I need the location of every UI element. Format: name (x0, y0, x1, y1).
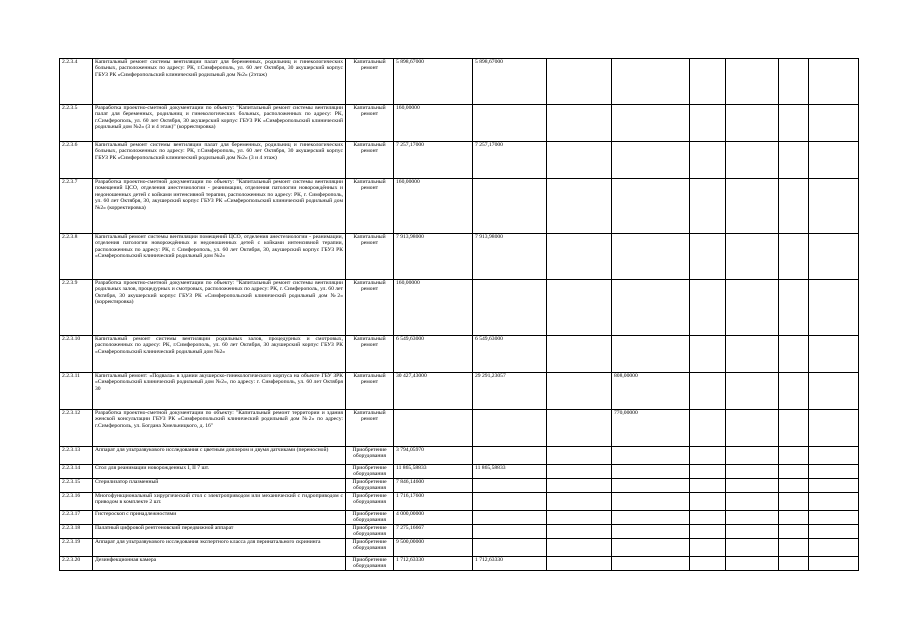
row-description: Разработка проектно-сметной документации по объекту: "Капитальный ремонт системы вентиляции палат для беременных, родильниц и гинекологических больных, расположенных по адресу: РК, г.Симферополь, ул. 60 лет Октября, 30 акушерский корпус ГБУЗ РК «Симферопольский клинический родильный дом №2» (3 и 4 этаж)" (корректировка) (93, 105, 346, 142)
row-description: Капитальный ремонт системы вентиляции родильных залов, процедурных и смотровых, расположенных по адресу: РК, г.Симферополь, ул. 60 лет Октября, 30 акушерский корпус ГБУЗ РК «Симферопольский клинический родильный дом №2» (93, 336, 346, 373)
row-value-1: 160,00000 (394, 105, 473, 142)
row-empty-cell (726, 179, 779, 234)
row-empty-cell (547, 479, 612, 493)
row-value-3 (612, 336, 690, 373)
row-number: 2.2.3.9 (60, 280, 93, 336)
row-empty-cell (690, 465, 726, 479)
row-empty-cell (809, 410, 859, 447)
row-empty-cell (726, 373, 779, 410)
row-empty-cell (690, 492, 726, 510)
row-value-1: 4 000,00000 (394, 510, 473, 524)
table-row (60, 410, 859, 447)
row-description: Палатный цифровой рентгеновский передвижной аппарат (93, 524, 346, 538)
row-value-2 (473, 447, 547, 465)
row-description: Стерилизатор плазменный (93, 479, 346, 493)
row-empty-cell (547, 465, 612, 479)
row-value-3 (612, 465, 690, 479)
row-value-2 (473, 492, 547, 510)
row-value-2 (473, 410, 547, 447)
table-row (60, 510, 859, 524)
row-description: Разработка проектно-сметной документации по объекту: "Капитальный ремонт системы вентиляции помещений ЦСО, отделения анестезиологии - реанимации, отделения патологии новорождённых и недоношенных детей с койками интенсивной терапии, расположенных по адресу: РК, г. Симферополь, ул. 60 лет Октября, 30, акушерский корпус ГБУЗ РК «Симферопольский клинический родильный дом №2» (корректировка) (93, 179, 346, 234)
row-empty-cell (547, 510, 612, 524)
row-empty-cell (809, 59, 859, 105)
row-value-2: 5 898,67000 (473, 59, 547, 105)
row-value-1: 7 846,14600 (394, 479, 473, 493)
row-value-1: 3 794,05970 (394, 447, 473, 465)
row-value-2 (473, 510, 547, 524)
budget-table (59, 58, 859, 571)
row-description: Капитальный ремонт системы вентиляции помещений ЦСО, отделения анестезиологии - реанимации, отделения патологии новорождённых и недоношенных детей с койками интенсивной терапии, расположенных по адресу: РК, г. Симферополь, ул. 60 лет Октября, 30, акушерский корпус ГБУЗ РК «Симферопольский клинический родильный дом №2» (93, 234, 346, 280)
row-empty-cell (779, 524, 809, 538)
row-empty-cell (726, 492, 779, 510)
row-work-type: Капитальный ремонт (346, 105, 394, 142)
row-work-type: Капитальный ремонт (346, 59, 394, 105)
row-value-2: 29 291,23057 (473, 373, 547, 410)
row-empty-cell (726, 510, 779, 524)
row-work-type: Приобретение оборудования (346, 479, 394, 493)
row-empty-cell (690, 538, 726, 556)
row-empty-cell (779, 479, 809, 493)
row-empty-cell (779, 59, 809, 105)
row-value-1: 160,00000 (394, 280, 473, 336)
row-value-2 (473, 524, 547, 538)
row-description: Стол для реанимации новорожденных I, II 7 шт. (93, 465, 346, 479)
row-number: 2.2.3.19 (60, 538, 93, 556)
row-work-type: Приобретение оборудования (346, 524, 394, 538)
row-work-type: Приобретение оборудования (346, 447, 394, 465)
row-value-3 (612, 556, 690, 570)
row-empty-cell (726, 479, 779, 493)
row-empty-cell (779, 465, 809, 479)
row-empty-cell (726, 410, 779, 447)
row-work-type: Капитальный ремонт (346, 142, 394, 179)
row-empty-cell (779, 142, 809, 179)
row-work-type: Приобретение оборудования (346, 556, 394, 570)
row-number: 2.2.3.7 (60, 179, 93, 234)
row-value-2 (473, 538, 547, 556)
row-empty-cell (779, 492, 809, 510)
row-empty-cell (547, 373, 612, 410)
row-empty-cell (809, 280, 859, 336)
row-value-1: 7 257,17000 (394, 142, 473, 179)
table-row (60, 373, 859, 410)
row-empty-cell (809, 336, 859, 373)
table-row (60, 479, 859, 493)
row-value-1: 6 549,63000 (394, 336, 473, 373)
row-number: 2.2.3.11 (60, 373, 93, 410)
row-empty-cell (726, 524, 779, 538)
row-empty-cell (547, 179, 612, 234)
row-empty-cell (726, 556, 779, 570)
row-empty-cell (809, 510, 859, 524)
row-description: Капитальный ремонт системы вентиляции палат для беременных, родильниц и гинекологических больных, расположенных по адресу: РК, г.Симферополь, ул. 60 лет Октября, 30 акушерский корпус ГБУЗ РК «Симферопольский клинический родильный дом №2» (3 и 4 этаж) (93, 142, 346, 179)
row-empty-cell (690, 280, 726, 336)
row-empty-cell (726, 336, 779, 373)
row-empty-cell (690, 510, 726, 524)
row-empty-cell (547, 59, 612, 105)
row-empty-cell (726, 538, 779, 556)
row-empty-cell (726, 234, 779, 280)
row-work-type: Капитальный ремонт (346, 280, 394, 336)
row-value-2 (473, 479, 547, 493)
row-value-3 (612, 447, 690, 465)
row-empty-cell (690, 447, 726, 465)
row-description: Капитальный ремонт: «Подвала» в здании акушерско-гинекологического корпуса на объекте ГБУ ЗРК «Симферопольский клинический родильный дом №2», по адресу: г. Симферополь, ул. 60 лет Октября 30 (93, 373, 346, 410)
row-value-3: 770,00000 (612, 410, 690, 447)
row-empty-cell (690, 524, 726, 538)
row-empty-cell (809, 538, 859, 556)
table-row (60, 142, 859, 179)
row-empty-cell (547, 410, 612, 447)
row-value-1: 11 865,58833 (394, 465, 473, 479)
row-value-3 (612, 280, 690, 336)
row-empty-cell (779, 336, 809, 373)
row-value-2 (473, 179, 547, 234)
row-empty-cell (809, 447, 859, 465)
table-body (60, 59, 859, 571)
row-empty-cell (726, 142, 779, 179)
table-row (60, 538, 859, 556)
row-empty-cell (779, 447, 809, 465)
row-value-2 (473, 280, 547, 336)
row-empty-cell (809, 492, 859, 510)
row-empty-cell (726, 465, 779, 479)
row-empty-cell (690, 410, 726, 447)
row-value-3 (612, 142, 690, 179)
row-description: Аппарат для ультразвукового исследования с цветным доплером и двумя датчиками (переносной) (93, 447, 346, 465)
row-number: 2.2.3.17 (60, 510, 93, 524)
row-value-3 (612, 479, 690, 493)
row-description: Разработка проектно-сметной документации по объекту: "Капитальный ремонт территории и здания женской консультации ГБУЗ РК «Симферопольский клинический родильный дом №2» по адресу: г.Симферополь, ул. Богдана Хмельницкого, д. 16" (93, 410, 346, 447)
row-value-1: 7 913,98000 (394, 234, 473, 280)
row-empty-cell (547, 105, 612, 142)
row-description: Дезинфекционная камера (93, 556, 346, 570)
row-value-1: 1 716,17600 (394, 492, 473, 510)
row-value-1: 30 427,43000 (394, 373, 473, 410)
row-empty-cell (809, 142, 859, 179)
row-number: 2.2.3.4 (60, 59, 93, 105)
row-description: Многофункциональный хирургический стол с электроприводом или механический с гидроприводом с приводом в комплекте 2 шт. (93, 492, 346, 510)
row-empty-cell (809, 524, 859, 538)
table-row (60, 59, 859, 105)
row-empty-cell (779, 280, 809, 336)
row-empty-cell (690, 59, 726, 105)
row-number: 2.2.3.8 (60, 234, 93, 280)
row-empty-cell (690, 142, 726, 179)
table-row (60, 447, 859, 465)
row-value-2: 7 913,98000 (473, 234, 547, 280)
row-empty-cell (547, 142, 612, 179)
row-empty-cell (809, 556, 859, 570)
row-work-type: Приобретение оборудования (346, 510, 394, 524)
row-number: 2.2.3.5 (60, 105, 93, 142)
row-number: 2.2.3.15 (60, 479, 93, 493)
row-value-3 (612, 524, 690, 538)
row-description: Капитальный ремонт системы вентиляции палат для беременных, родильниц и гинекологических больных, расположенных по адресу: РК, г.Симферополь, ул. 60 лет Октября, 30 акушерский корпус ГБУЗ РК «Симферопольский клинический родильный дом №2» (2этаж) (93, 59, 346, 105)
row-empty-cell (547, 234, 612, 280)
row-work-type: Капитальный ремонт (346, 410, 394, 447)
row-empty-cell (690, 373, 726, 410)
row-value-3 (612, 59, 690, 105)
table-row (60, 524, 859, 538)
row-work-type: Приобретение оборудования (346, 465, 394, 479)
row-empty-cell (690, 336, 726, 373)
row-value-3 (612, 179, 690, 234)
row-value-1: 1 712,63330 (394, 556, 473, 570)
row-empty-cell (547, 447, 612, 465)
row-number: 2.2.3.13 (60, 447, 93, 465)
row-empty-cell (779, 179, 809, 234)
row-empty-cell (809, 179, 859, 234)
row-empty-cell (779, 373, 809, 410)
row-empty-cell (726, 105, 779, 142)
row-description: Аппарат для ультразвукового исследования экспертного класса для перинатального скрининга (93, 538, 346, 556)
row-work-type: Капитальный ремонт (346, 234, 394, 280)
row-number: 2.2.3.6 (60, 142, 93, 179)
table-row (60, 234, 859, 280)
row-empty-cell (690, 234, 726, 280)
row-empty-cell (547, 538, 612, 556)
row-value-1: 160,00000 (394, 179, 473, 234)
row-empty-cell (690, 105, 726, 142)
row-empty-cell (809, 479, 859, 493)
row-empty-cell (726, 447, 779, 465)
row-value-3 (612, 492, 690, 510)
row-number: 2.2.3.16 (60, 492, 93, 510)
row-empty-cell (779, 556, 809, 570)
row-number: 2.2.3.10 (60, 336, 93, 373)
row-empty-cell (690, 556, 726, 570)
row-empty-cell (547, 280, 612, 336)
row-empty-cell (809, 373, 859, 410)
row-value-1 (394, 410, 473, 447)
row-number: 2.2.3.20 (60, 556, 93, 570)
row-empty-cell (809, 465, 859, 479)
row-value-3 (612, 510, 690, 524)
row-value-2: 6 549,63000 (473, 336, 547, 373)
row-value-1: 7 275,16667 (394, 524, 473, 538)
row-empty-cell (809, 105, 859, 142)
row-value-1: 5 898,67000 (394, 59, 473, 105)
row-value-3 (612, 234, 690, 280)
row-empty-cell (779, 105, 809, 142)
row-empty-cell (690, 479, 726, 493)
row-value-2: 7 257,17000 (473, 142, 547, 179)
row-value-3: 808,00000 (612, 373, 690, 410)
row-empty-cell (547, 492, 612, 510)
row-empty-cell (690, 179, 726, 234)
row-empty-cell (726, 280, 779, 336)
table-row (60, 280, 859, 336)
row-value-1: 9 500,00000 (394, 538, 473, 556)
row-work-type: Капитальный ремонт (346, 373, 394, 410)
row-empty-cell (547, 524, 612, 538)
row-value-2: 11 865,58833 (473, 465, 547, 479)
table-row (60, 556, 859, 570)
row-work-type: Капитальный ремонт (346, 179, 394, 234)
table-row (60, 105, 859, 142)
row-value-2 (473, 105, 547, 142)
row-work-type: Капитальный ремонт (346, 336, 394, 373)
table-row (60, 465, 859, 479)
row-value-3 (612, 538, 690, 556)
row-empty-cell (779, 510, 809, 524)
row-empty-cell (779, 410, 809, 447)
row-empty-cell (809, 234, 859, 280)
row-work-type: Приобретение оборудования (346, 492, 394, 510)
row-number: 2.2.3.18 (60, 524, 93, 538)
table-row (60, 492, 859, 510)
row-empty-cell (779, 538, 809, 556)
row-empty-cell (547, 336, 612, 373)
row-value-3 (612, 105, 690, 142)
row-number: 2.2.3.14 (60, 465, 93, 479)
row-empty-cell (779, 234, 809, 280)
row-number: 2.2.3.12 (60, 410, 93, 447)
row-empty-cell (726, 59, 779, 105)
table-row (60, 336, 859, 373)
row-description: Разработка проектно-сметной документации по объекту: "Капитальный ремонт системы вентиляции родильных залов, процедурных и смотровых, расположенных по адресу: РК, г. Симферополь, ул. 60 лет Октября, 30 акушерский корпус ГБУЗ РК «Симферопольский клинический родильный дом №2» (корректировка) (93, 280, 346, 336)
row-description: Гистероскоп с принадлежностями (93, 510, 346, 524)
row-work-type: Приобретение оборудования (346, 538, 394, 556)
row-value-2: 1 712,63330 (473, 556, 547, 570)
row-empty-cell (547, 556, 612, 570)
table-row (60, 179, 859, 234)
